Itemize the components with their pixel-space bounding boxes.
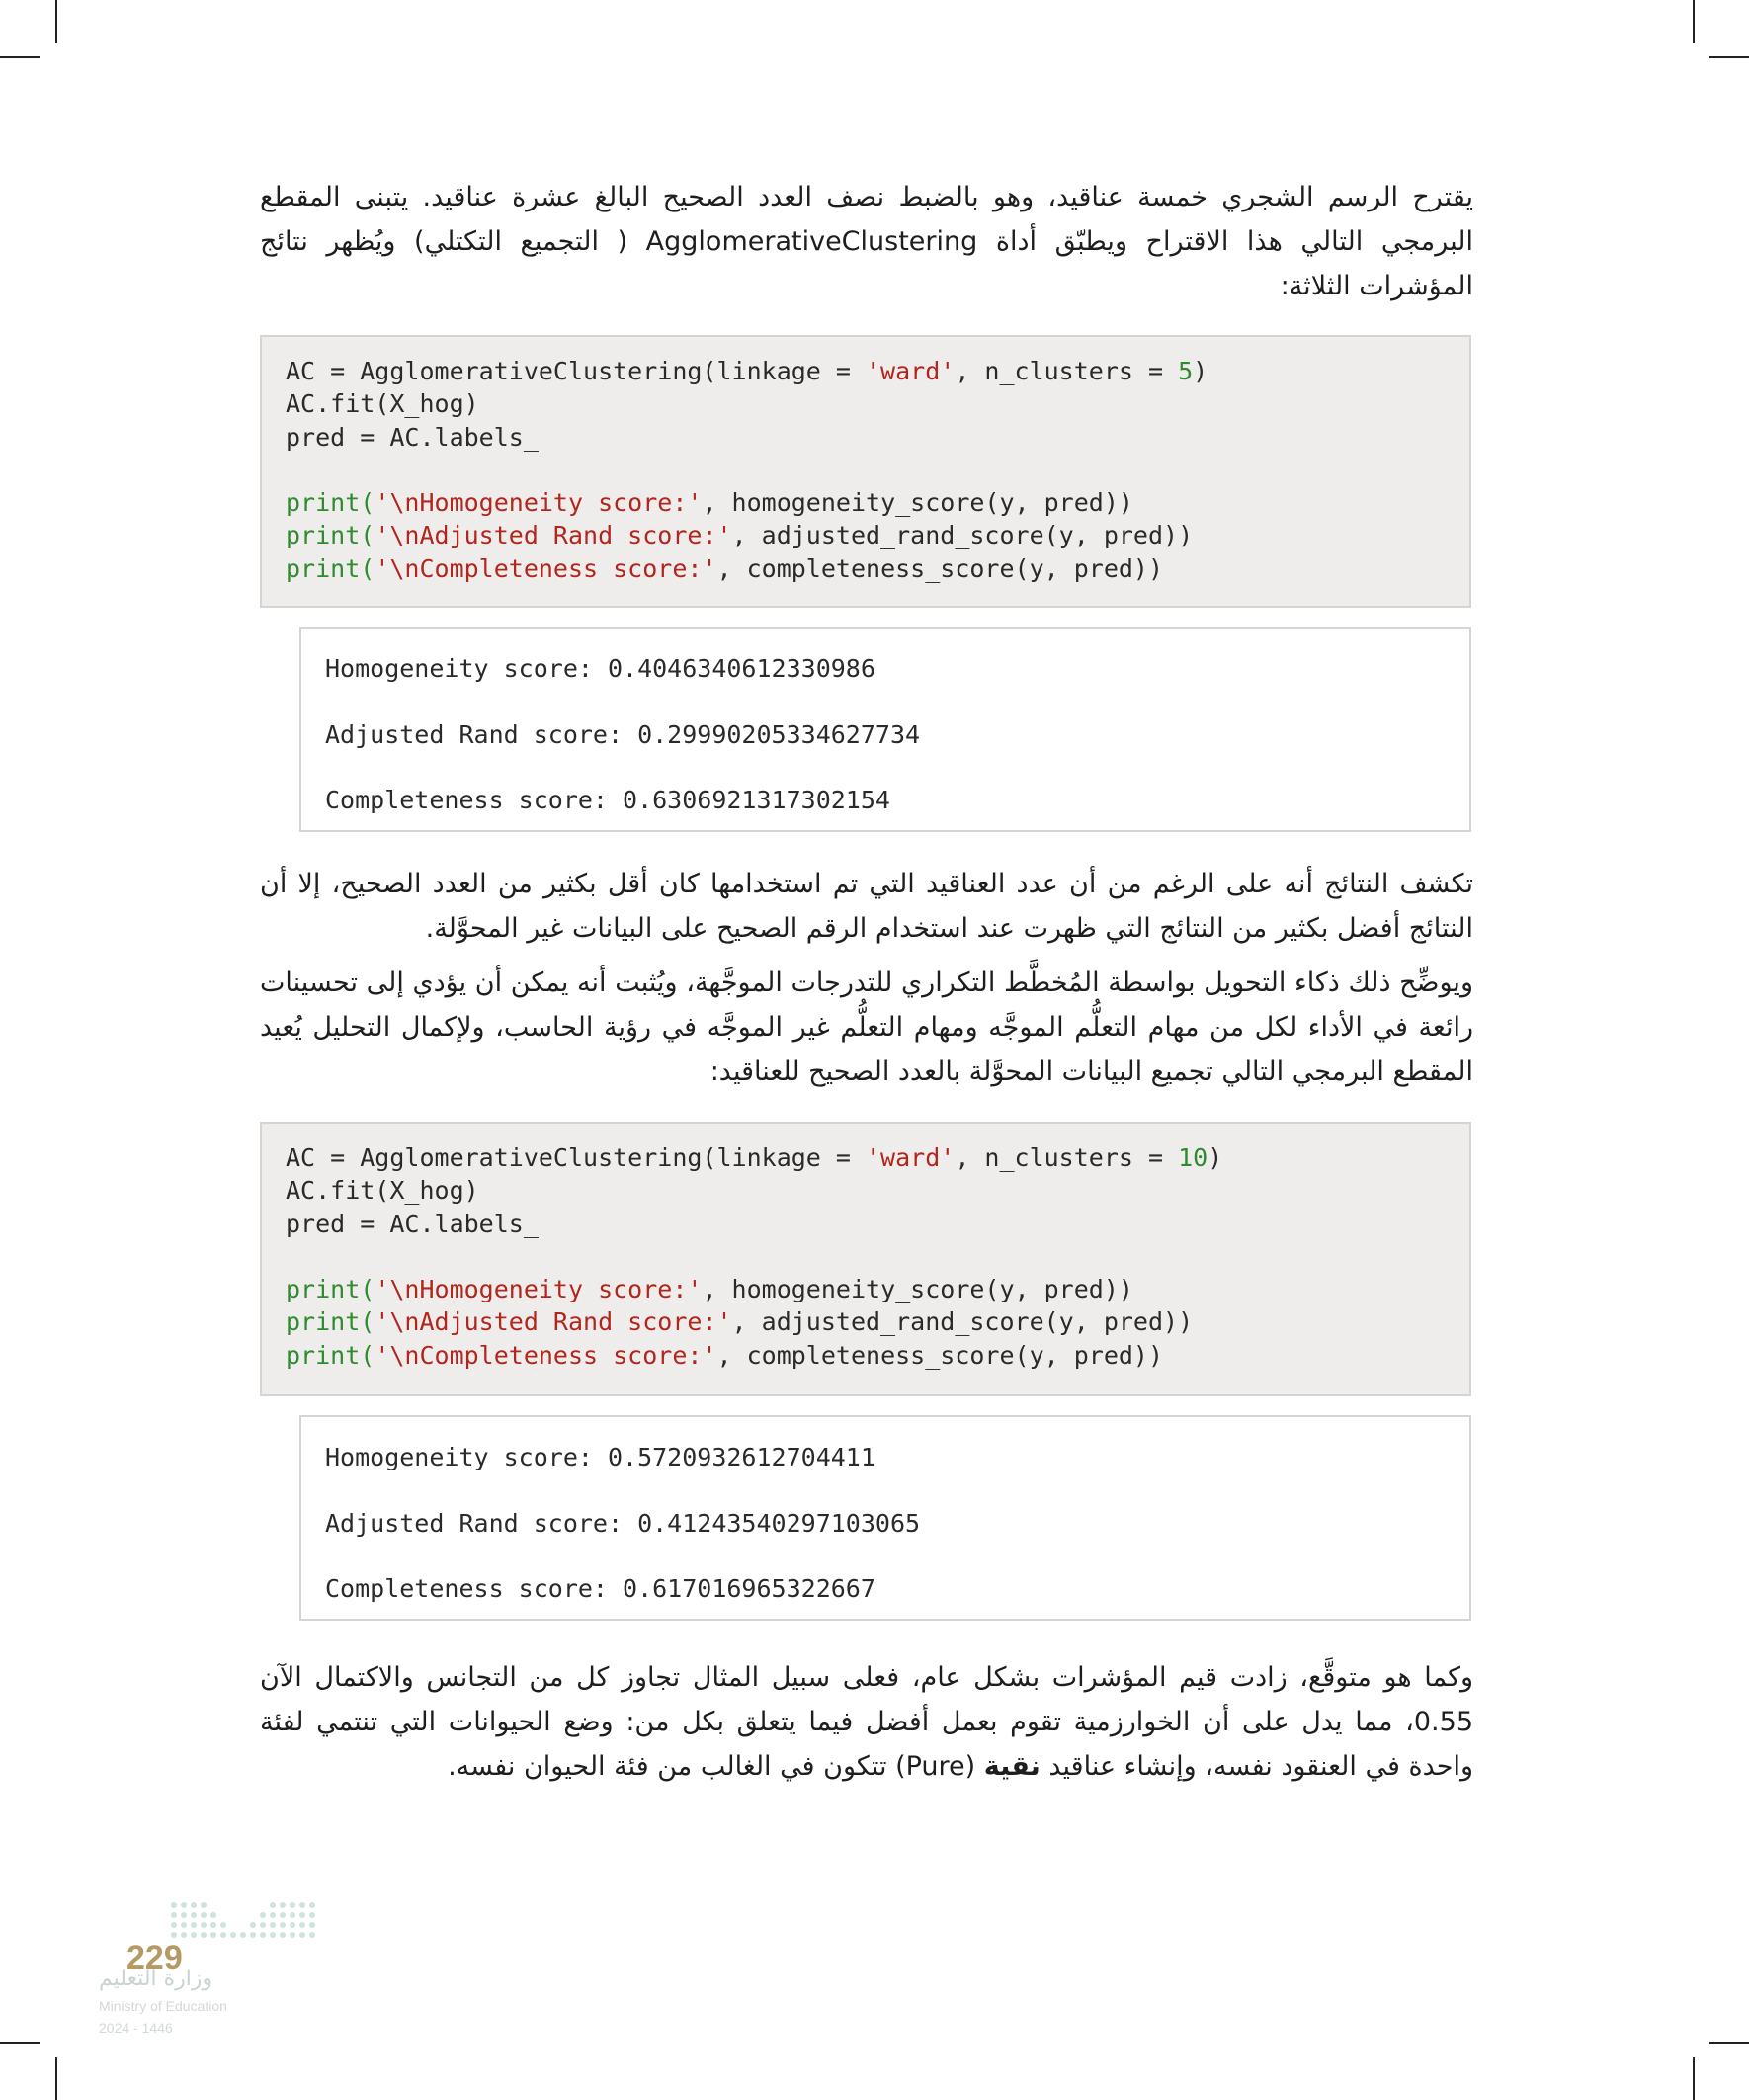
code-line: AC.fit(X_hog) xyxy=(286,1176,479,1206)
analysis-paragraph: ويوضِّح ذلك ذكاء التحويل بواسطة المُخطَّط التكراري للتدرجات الموجَّهة، ويُثبت أنه يمكن أن يؤدي إلى تحسينات رائعة في الأداء لكل من مهام التعلُّم الموجَّه ومهام التعلُّم غير الموجَّه في رؤية الحاسب، ولإكمال التحليل يُعيد المقطع البرمجي التالي تجميع البيانات المحوَّلة بالعدد الصحيح للعناقيد: xyxy=(260,967,1473,1087)
homogeneity-output: Homogeneity score: 0.5720932612704411 xyxy=(325,1443,875,1471)
ministry-name-english: Ministry of Education xyxy=(99,1998,227,2014)
code-block-2 xyxy=(260,1122,1471,1396)
results-paragraph: تكشف النتائج أنه على الرغم من أن عدد العناقيد التي تم استخدامها كان أقل بكثير من العدد الصحيح، إلا أن النتائج أفضل بكثير من النتائج التي ظهرت عند استخدام الرقم الصحيح على البيانات غير المحوَّلة. xyxy=(260,869,1473,944)
crop-mark xyxy=(1709,56,1749,58)
completeness-output: Completeness score: 0.617016965322667 xyxy=(325,1574,875,1603)
homogeneity-output: Homogeneity score: 0.4046340612330986 xyxy=(325,654,875,683)
output-block-1 xyxy=(299,627,1471,832)
academic-year: 2024 - 1446 xyxy=(99,2020,173,2036)
code-block-1 xyxy=(260,335,1471,608)
pure-term: نقية xyxy=(983,1751,1041,1782)
crop-mark xyxy=(1709,2042,1749,2044)
conclusion-paragraph xyxy=(260,1655,1473,1789)
crop-mark xyxy=(1693,2057,1695,2100)
code-line: pred = AC.labels_ xyxy=(286,422,539,452)
code-line: print('\nHomogeneity score:', homogeneity_score(y, pred)) xyxy=(286,1275,1133,1304)
adjusted-rand-output: Adjusted Rand score: 0.41243540297103065 xyxy=(325,1508,921,1538)
conclusion-text-after: (Pure) تتكون في الغالب من فئة الحيوان نفسه. xyxy=(448,1751,976,1782)
intro-paragraph xyxy=(260,175,1473,308)
crop-mark xyxy=(1693,0,1695,43)
code-line: print('\nAdjusted Rand score:', adjusted_rand_score(y, pred)) xyxy=(286,521,1194,550)
output-block-2 xyxy=(299,1415,1471,1621)
crop-mark xyxy=(55,0,57,43)
code-line: print('\nAdjusted Rand score:', adjusted_rand_score(y, pred)) xyxy=(286,1307,1194,1337)
conclusion-text-before: وكما هو متوقَّع، زادت قيم المؤشرات بشكل عام، فعلى سبيل المثال تجاوز كل من التجانس والاكتمال الآن 0.55، مما يدل على أن الخوارزمية تقوم بعمل أفضل فيما يتعلق بكل من: وضع الحيوانات التي تنتمي لفئة واحدة في العنقود نفسه، وإنشاء عناقيد xyxy=(260,1662,1473,1782)
ministry-name-arabic: وزارة التعليم xyxy=(99,1967,213,1991)
tool-name: AgglomerativeClustering xyxy=(645,226,978,257)
code-blank-line xyxy=(286,1240,1446,1273)
crop-mark xyxy=(55,2057,57,2100)
code-line: AC.fit(X_hog) xyxy=(286,389,479,419)
page-number: 229 xyxy=(126,1939,183,1976)
code-blank-line xyxy=(286,454,1446,486)
code-line: print('\nCompleteness score:', completeness_score(y, pred)) xyxy=(286,553,1164,583)
code-line: print('\nHomogeneity score:', homogeneity_score(y, pred)) xyxy=(286,488,1133,518)
code-line: pred = AC.labels_ xyxy=(286,1209,539,1238)
code-line: AC = AgglomerativeClustering(linkage = 'ward', n_clusters = 10) xyxy=(286,1143,1223,1172)
code-line: AC = AgglomerativeClustering(linkage = 'ward', n_clusters = 5) xyxy=(286,357,1208,385)
adjusted-rand-output: Adjusted Rand score: 0.29990205334627734 xyxy=(325,719,921,749)
completeness-output: Completeness score: 0.6306921317302154 xyxy=(325,786,890,814)
intro-text-after: ( التجميع التكتلي) ويُظهر نتائج المؤشرات الثلاثة: xyxy=(260,226,1473,301)
code-line: print('\nCompleteness score:', completeness_score(y, pred)) xyxy=(286,1340,1164,1370)
crop-mark xyxy=(0,56,40,58)
intro-text-before: يقترح الرسم الشجري خمسة عناقيد، وهو بالضبط نصف العدد الصحيح البالغ عشرة عناقيد. يتبنى المقطع البرمجي التالي هذا الاقتراح ويطبّق أداة xyxy=(260,182,1473,257)
crop-mark xyxy=(0,2042,40,2044)
